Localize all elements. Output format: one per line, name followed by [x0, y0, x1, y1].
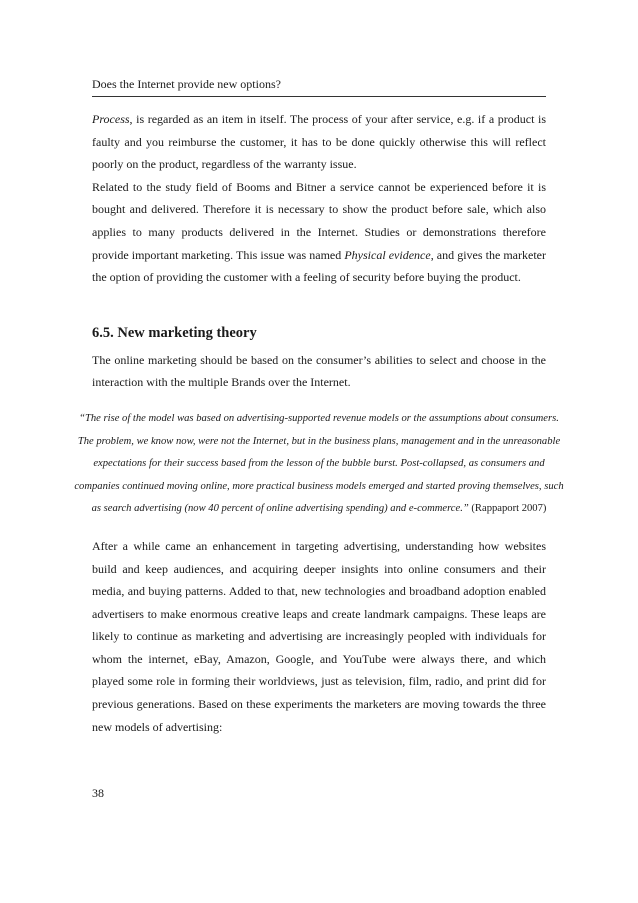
paragraph-process: [92, 108, 546, 176]
page-number: 38: [92, 786, 104, 800]
block-quote: [70, 408, 568, 521]
paragraph-process-text: , is regarded as an item in itself. The process of your after service, e.g. if a product is faulty and you reimburse the customer, it has to be done quickly otherwise this will reflect poorly on the product, regardless of the warranty issue.: [92, 112, 546, 172]
section-heading: 6.5. New marketing theory: [92, 324, 257, 341]
running-header: Does the Internet provide new options?: [92, 76, 546, 97]
document-page: [74, 0, 564, 903]
term-process: Process: [92, 112, 130, 126]
quote-text: “The rise of the model was based on advertising-supported revenue models or the assumptions about consumers. The problem, we know now, were not the Internet, but in the business plans, management and in the unreasonable expectations for their success based from the lesson of the bubble burst. Post-collapsed, as consumers and companies continued moving online, more practical business models emerged and started proving themselves, such as search advertising (now 40 percent of online advertising spending) and e-commerce.”: [74, 412, 564, 515]
body-text: [74, 108, 564, 738]
term-physical-evidence: Physical evidence: [344, 247, 431, 262]
paragraph-advertising: After a while came an enhancement in targeting advertising, understanding how websites build and keep audiences, and acquiring deeper insights into online consumers and their media, and buying patterns. Added to that, new technologies and broadband adoption enabled advertisers to make enormous creative leaps and create landmark campaigns. These leaps are likely to continue as marketing and advertising are increasingly peopled with individuals for whom the internet, eBay, Amazon, Google, and YouTube were always there, and which played some role in forming their worldviews, just as television, film, radio, and print did for previous generations. Based on these experiments the marketers are moving towards the three new models of advertising:: [92, 538, 546, 734]
section-intro: The online marketing should be based on the consumer’s abilities to select and choose in the interaction with the multiple Brands over the Internet.: [92, 352, 546, 390]
quote-citation: (Rappaport 2007): [468, 503, 547, 515]
paragraph-physical-evidence-text-1: Related to the study field of Booms and Bitner a service cannot be experienced before it is bought and delivered. Therefore it is necessary to show the product before sale, which also applies to many products delivered in the Internet. Studies or demonstrations therefore provide important marketing. This issue was named: [92, 179, 546, 262]
paragraph-physical-evidence-text-2: , and gives the marketer the option of providing the customer with a feeling of security before buying the product.: [92, 247, 546, 285]
paragraph-physical-evidence: [92, 176, 546, 289]
